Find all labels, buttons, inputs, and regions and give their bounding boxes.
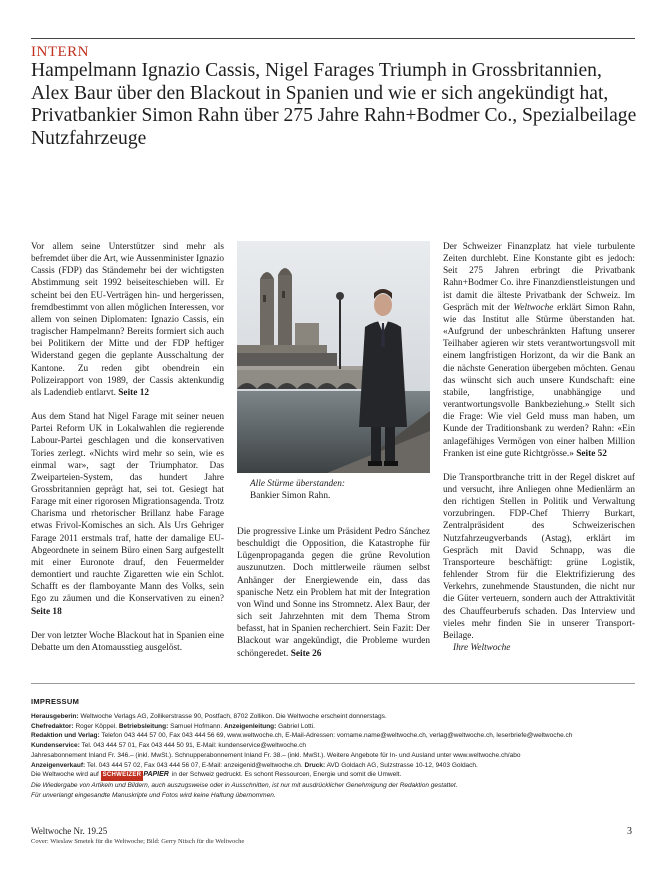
impressum-body — [31, 712, 641, 800]
column-middle — [237, 526, 430, 660]
impressum-title: IMPRESSUM — [31, 697, 80, 706]
impressum-line: Chefredaktor: Roger Köppel. Betriebsleitung: Samuel Hofmann. Anzeigenleitung: Gabriel Lotti. — [31, 722, 315, 730]
top-rule — [31, 38, 635, 39]
page-ref: Seite 26 — [290, 648, 322, 659]
article-transport: Die Transportbranche tritt in der Regel diskret auf und versucht, ihre Anliegen ohne Medienlärm an den richtigen Stellen in Politik und Verwaltung vorzubringen. FDP-Chef Thierry Burkart, Zentralpräsident des Schweizerischen Nutzfahrzeugverbands (Astag), erklärt im Gespräch mit David Schnapp, was die Transporteure beschäftigt: grüne Logistik, fehlender Strom für die Elektrifizierung des Verkehrs, zunehmende Staustunden, die nicht nur die Güter verteuern, sondern auch der Attraktivität des Chauffeurberufs schaden. Das Interview und vieles mehr finden Sie in unserer Transport-Beilage. Ihre Weltwoche — [443, 472, 635, 653]
impressum-line: Redaktion und Verlag: Telefon 043 444 57 00, Fax 043 444 56 69, www.weltwoche.ch, E-Mail-Adressen: vorname.name@weltwoche.ch, verlag@weltwoche.ch, leserbriefe@weltwoche.ch — [31, 732, 573, 740]
section-label: INTERN — [31, 44, 89, 60]
impressum-line: Anzeigenverkauf: Tel. 043 444 57 02, Fax 043 444 56 07, E-Mail: anzeigenid@weltwoche.ch. Druck: AVD Goldach AG, Sulzstrasse 10-12, 9403 Goldach. — [31, 761, 478, 769]
column-left — [31, 241, 224, 654]
impressum-line: Kundenservice: Tel. 043 444 57 01, Fax 043 444 50 91, E-Mail: kundenservice@weltwoche.ch — [31, 742, 306, 750]
article-blackout-intro: Der von letzter Woche Blackout hat in Spanien eine Debatte um den Atomausstieg ausgelöst. — [31, 630, 224, 653]
caption-title: Alle Stürme überstanden: — [250, 479, 346, 489]
page-ref: Seite 12 — [118, 387, 149, 398]
photo-image — [237, 241, 430, 473]
page-ref: Seite 18 — [31, 606, 62, 617]
caption-text: Bankier Simon Rahn. — [250, 491, 331, 502]
article-rahn: Der Schweizer Finanzplatz hat viele turbulente Zeiten durchlebt. Eine Konstante gibt es jedoch: Seit 275 Jahren erbringt die Privatbank Rahn+Bodmer Co. ihre Finanzdienstleistungen und ist damit die älteste Privatbank der Schweiz. Im Gespräch mit der Weltwoche erklärt Simon Rahn, wie das Institut alle Stürme überstanden hat. «Aufgrund der unbeschränkten Haftung unserer Teilhaber agieren wir stets verantwortungsvoll mit einem langfristigen Horizont, da wir die Bank an die nächste Generation übergeben möchten. Genau das wünscht sich auch unsere Kundschaft: eine stabile, langfristige, unabhängige und verantwortungsvolle Bankbeziehung.» Stellt sich die Frage: Wie viel Geld muss man haben, um Kunde der Traditionsbank zu werden? Rahn: «Ein anlagefähiges Vermögen von einer halben Million Franken ist eine gute Richtgrösse.» Seite 52 — [443, 242, 635, 459]
article-cassis: Vor allem seine Unterstützer sind mehr als befremdet über die Art, wie Aussenminister Ignazio Cassis (FDP) das Ständemehr bei der wichtigsten Abstimmung seit 1992 beiseiteschieben will. Er scheint bei den EU-Verträgen hin- und hergerissen, fremdbestimmt von allen möglichen Interessen, vor allem von seinen Diplomaten: Ignazio Cassis, ein tragischer Hampelmann? Bereits formiert sich auch bei Politikern der Mitte und der FDP heftiger Widerstand gegen die geplante Ausschaltung der Kantone. Zu reden gibt obendrein ein Polizeirapport von 1989, der Cassis aktenkundig als Ladendieb entlarvt. Seite 12 — [31, 242, 224, 398]
impressum-line: Die Weltwoche wird auf SCHWEIZER PAPIER in der Schweiz gedruckt. Es schont Ressourcen, Energie und somit die Umwelt. — [31, 770, 641, 781]
article-farage: Aus dem Stand hat Nigel Farage mit seiner neuen Partei Reform UK in Lokalwahlen die regierende Labour-Partei geschlagen und die konservativen Tories zerlegt. «Nichts wird mehr so sein, wie es einmal war», sagt der Triumphator. Das Zweiparteien-System, das hundert Jahre Grossbritannien geprägt hat, sei tot. Gesiegt hat Farage mit einer rigorosen Migrationsagenda. Trotz Charisma und rhetorischer Brillanz habe Farage etwas Frivol-Komisches an sich. Als Urs Gehriger Farage 2011 erstmals traf, hatte der damalige EU-Abgeordnete in seinem Büro einen Sarg aufgestellt mit einer Euronote drauf, den Feuermelder demontiert und rauchte Zigaretten wie ein Schlot. Schafft es der flamboyante Mann des Volks, sein Ego zu zäumen und die Konservativen zu einen? Seite 18 — [31, 412, 224, 617]
schweizer-papier-logo: SCHWEIZER — [101, 771, 144, 781]
page-ref: Seite 52 — [576, 448, 607, 459]
issue-number: Weltwoche Nr. 19.25 — [31, 826, 108, 836]
article-blackout: Die progressive Linke um Präsident Pedro Sánchez beschuldigt die Opposition, die Katastrophe für Lügenpropaganda gegen die grüne Revolution auszunutzen. Doch mittlerweile räumen selbst Anhänger der Energiewende ein, dass das spanische Netz ein Problem hat mit der Integration von Wind und Sonne ins Stromnetz. Alex Baur, der sich seit Jahrzehnten mit dem Thema Strom befasst, hat in Spanien recherchiert. Sein Fazit: Der Blackout war angekündigt, die Probleme wurden schöngeredet. Seite 26 — [237, 527, 430, 659]
impressum-disclaimer: Für unverlangt eingesandte Manuskripte und Fotos wird keine Haftung übernommen. — [31, 791, 276, 799]
photo-caption — [250, 478, 345, 502]
signature: Ihre Weltwoche — [453, 643, 511, 653]
impressum-line: Jahresabonnement Inland Fr. 346.– (inkl. MwSt.). Schnupperabonnement Inland Fr. 38.– (inkl. MwSt.). Weitere Angebote für In- und Ausland unter www.weltwoche.ch/abo — [31, 751, 521, 759]
headline: Hampelmann Ignazio Cassis, Nigel Farages Triumph in Grossbritannien, Alex Baur über den Blackout in Spanien und wie er sich angekündigt hat, Privatbankier Simon Rahn über 275 Jahre Rahn+Bodmer Co., Spezialbeilage Nutzfahrzeuge — [31, 60, 637, 149]
impressum-disclaimer: Die Wiedergabe von Artikeln und Bildern, auch auszugsweise oder in Ausschnitten, ist nur mit ausdrücklicher Genehmigung der Redaktion gestattet. — [31, 781, 458, 789]
impressum-rule — [31, 683, 635, 684]
page-number: 3 — [627, 826, 632, 837]
cover-credit: Cover: Wieslaw Smetek für die Weltwoche; Bild: Gerry Nitsch für die Weltwoche — [31, 838, 245, 845]
column-right — [443, 241, 635, 654]
impressum-line: Herausgeberin: Weltwoche Verlags AG, Zollikerstrasse 90, Postfach, 8702 Zollikon. Die Weltwoche erscheint donnerstags. — [31, 713, 387, 720]
photo-simon-rahn — [237, 241, 430, 473]
